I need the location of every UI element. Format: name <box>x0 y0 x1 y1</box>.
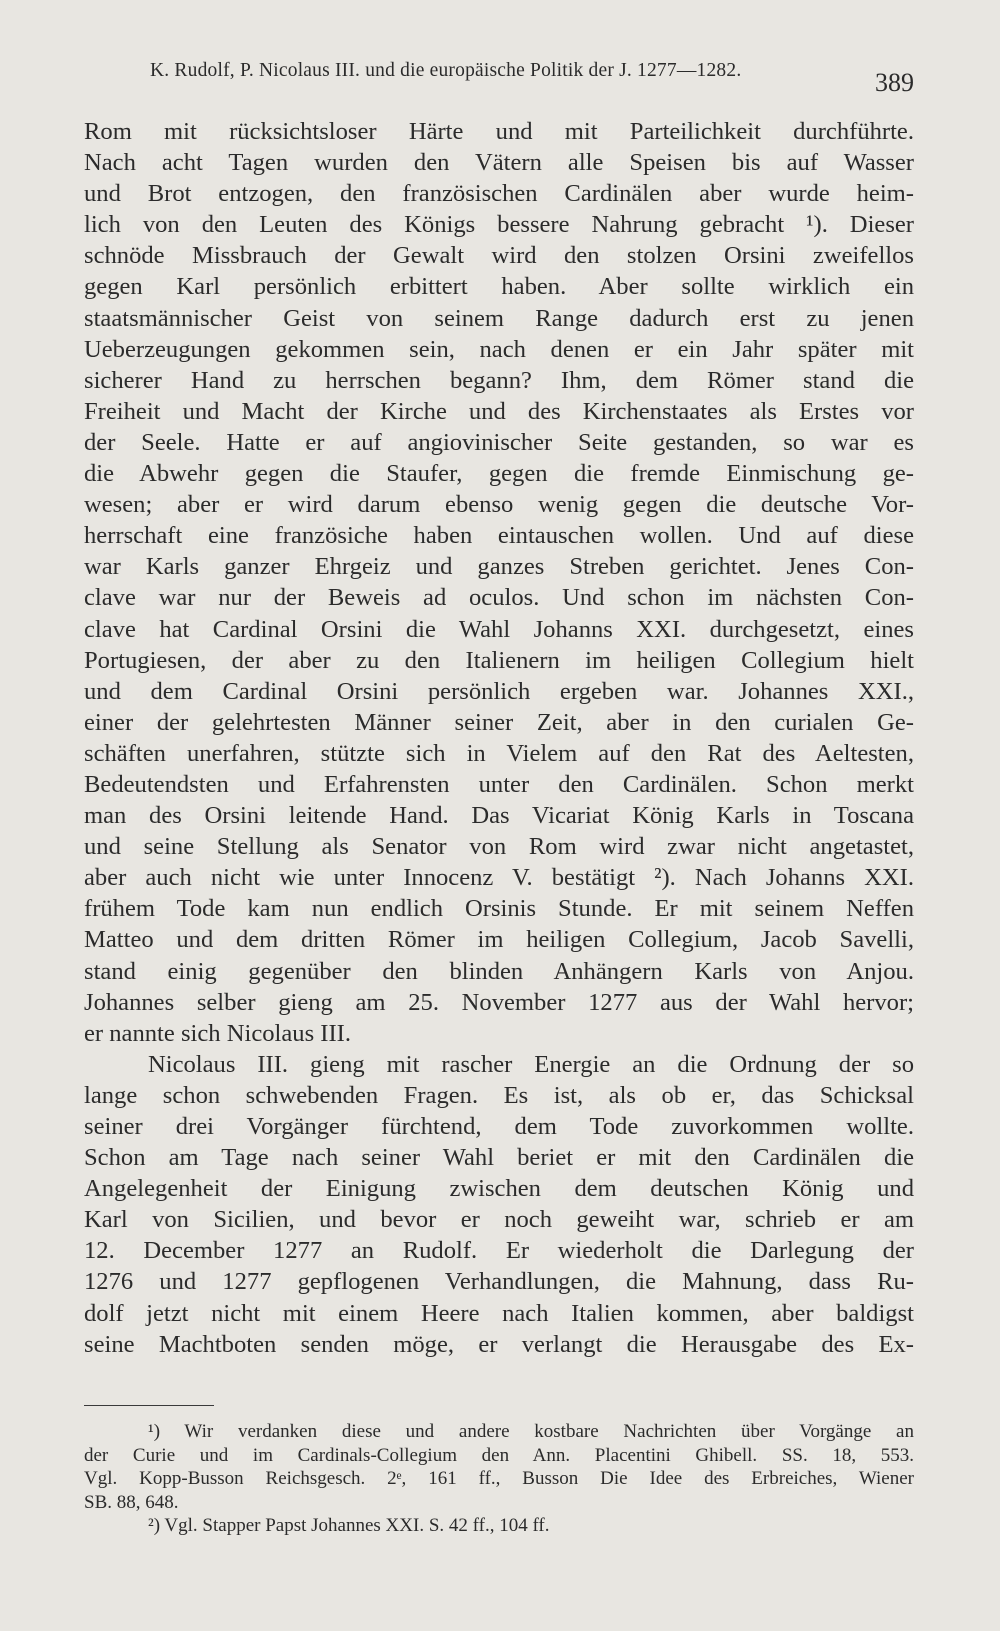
footnote-line: SB. 88, 648. <box>84 1491 179 1513</box>
text-line: er nannte sich Nicolaus III. <box>84 1019 352 1047</box>
text-line: staatsmännischer Geist von seinem Range dadurch erst zu jenen <box>84 304 914 332</box>
text-line: seine Machtboten senden möge, er verlangt die Herausgabe des Ex- <box>84 1330 914 1358</box>
footnotes <box>84 1420 914 1538</box>
text-line: Freiheit und Macht der Kirche und des Kirchenstaates als Erstes vor <box>84 397 914 425</box>
text-line: herrschaft eine französiche haben eintauschen wollen. Und auf diese <box>84 522 914 550</box>
text-line: Rom mit rücksichtsloser Härte und mit Parteilichkeit durchführte. <box>84 118 914 145</box>
text-line: der Seele. Hatte er auf angiovinischer Seite gestanden, so war es <box>84 428 914 456</box>
footnote-divider <box>84 1405 214 1406</box>
text-line: wesen; aber er wird darum ebenso wenig gegen die deutsche Vor- <box>84 491 914 519</box>
text-line: schnöde Missbrauch der Gewalt wird den stolzen Orsini zweifellos <box>84 242 914 270</box>
text-line: und Brot entzogen, den französischen Cardinälen aber wurde heim- <box>84 180 914 208</box>
text-line: 1276 und 1277 gepflogenen Verhandlungen, die Mahnung, dass Ru- <box>84 1268 914 1296</box>
text-line: 12. December 1277 an Rudolf. Er wiederholt die Darlegung der <box>84 1237 914 1265</box>
text-line: man des Orsini leitende Hand. Das Vicariat König Karls in Toscana <box>84 802 914 830</box>
text-line: lich von den Leuten des Königs bessere Nahrung gebracht ¹). Dieser <box>84 211 914 239</box>
running-title: K. Rudolf, P. Nicolaus III. und die europäische Politik der J. 1277—1282. <box>150 60 742 81</box>
text-line: Johannes selber gieng am 25. November 1277 aus der Wahl hervor; <box>84 988 914 1016</box>
text-line: lange schon schwebenden Fragen. Es ist, als ob er, das Schicksal <box>84 1081 914 1109</box>
footnote-line: ¹) Wir verdanken diese und andere kostbare Nachrichten über Vorgänge an <box>148 1421 914 1442</box>
text-line: und dem Cardinal Orsini persönlich ergeben war. Johannes XXI., <box>84 677 914 705</box>
text-line: clave hat Cardinal Orsini die Wahl Johanns XXI. durchgesetzt, eines <box>84 615 914 643</box>
text-line: frühem Tode kam nun endlich Orsinis Stunde. Er mit seinem Neffen <box>84 895 914 923</box>
page-number: 389 <box>875 68 914 97</box>
footnote-1 <box>84 1420 914 1514</box>
text-line: aber auch nicht wie unter Innocenz V. bestätigt ²). Nach Johanns XXI. <box>84 864 914 892</box>
footnote-line: Vgl. Kopp-Busson Reichsgesch. 2ᵉ, 161 ff., Busson Die Idee des Erbreiches, Wiener <box>84 1468 914 1490</box>
main-text <box>84 116 914 1360</box>
text-line: dolf jetzt nicht mit einem Heere nach Italien kommen, aber baldigst <box>84 1299 914 1327</box>
text-line: Bedeutendsten und Erfahrensten unter den Cardinälen. Schon merkt <box>84 770 914 798</box>
text-line: Karl von Sicilien, und bevor er noch geweiht war, schrieb er am <box>84 1206 914 1234</box>
text-line: Matteo und dem dritten Römer im heiligen Collegium, Jacob Savelli, <box>84 926 914 954</box>
text-line: Ueberzeugungen gekommen sein, nach denen er ein Jahr später mit <box>84 335 914 363</box>
text-line: die Abwehr gegen die Staufer, gegen die fremde Einmischung ge- <box>84 460 914 488</box>
text-line: seiner drei Vorgänger fürchtend, dem Tode zuvorkommen wollte. <box>84 1113 914 1140</box>
footnote-2 <box>84 1514 914 1538</box>
paragraph-2 <box>84 1049 914 1360</box>
text-line: schäften unerfahren, stützte sich in Vielem auf den Rat des Aeltesten, <box>84 739 914 767</box>
text-line: sicherer Hand zu herrschen begann? Ihm, dem Römer stand die <box>84 366 914 394</box>
paragraph-1 <box>84 116 914 1049</box>
text-line: und seine Stellung als Senator von Rom wird zwar nicht angetastet, <box>84 833 914 861</box>
footnote-line: der Curie und im Cardinals-Collegium den Ann. Placentini Ghibell. SS. 18, 553. <box>84 1444 914 1466</box>
text-line: Nicolaus III. gieng mit rascher Energie an die Ordnung der so <box>148 1050 914 1078</box>
text-line: gegen Karl persönlich erbittert haben. Aber sollte wirklich ein <box>84 273 914 301</box>
text-line: Angelegenheit der Einigung zwischen dem deutschen König und <box>84 1175 914 1203</box>
footnote-line: ²) Vgl. Stapper Papst Johannes XXI. S. 42 ff., 104 ff. <box>148 1515 550 1537</box>
text-line: clave war nur der Beweis ad oculos. Und schon im nächsten Con- <box>84 584 914 612</box>
text-line: Portugiesen, der aber zu den Italienern im heiligen Collegium hielt <box>84 646 914 674</box>
text-line: Nach acht Tagen wurden den Vätern alle Speisen bis auf Wasser <box>84 149 914 177</box>
text-line: war Karls ganzer Ehrgeiz und ganzes Streben gerichtet. Jenes Con- <box>84 553 914 581</box>
text-line: stand einig gegenüber den blinden Anhängern Karls von Anjou. <box>84 957 914 985</box>
text-line: einer der gelehrtesten Männer seiner Zeit, aber in den curialen Ge- <box>84 708 914 736</box>
text-line: Schon am Tage nach seiner Wahl beriet er mit den Cardinälen die <box>84 1144 914 1172</box>
